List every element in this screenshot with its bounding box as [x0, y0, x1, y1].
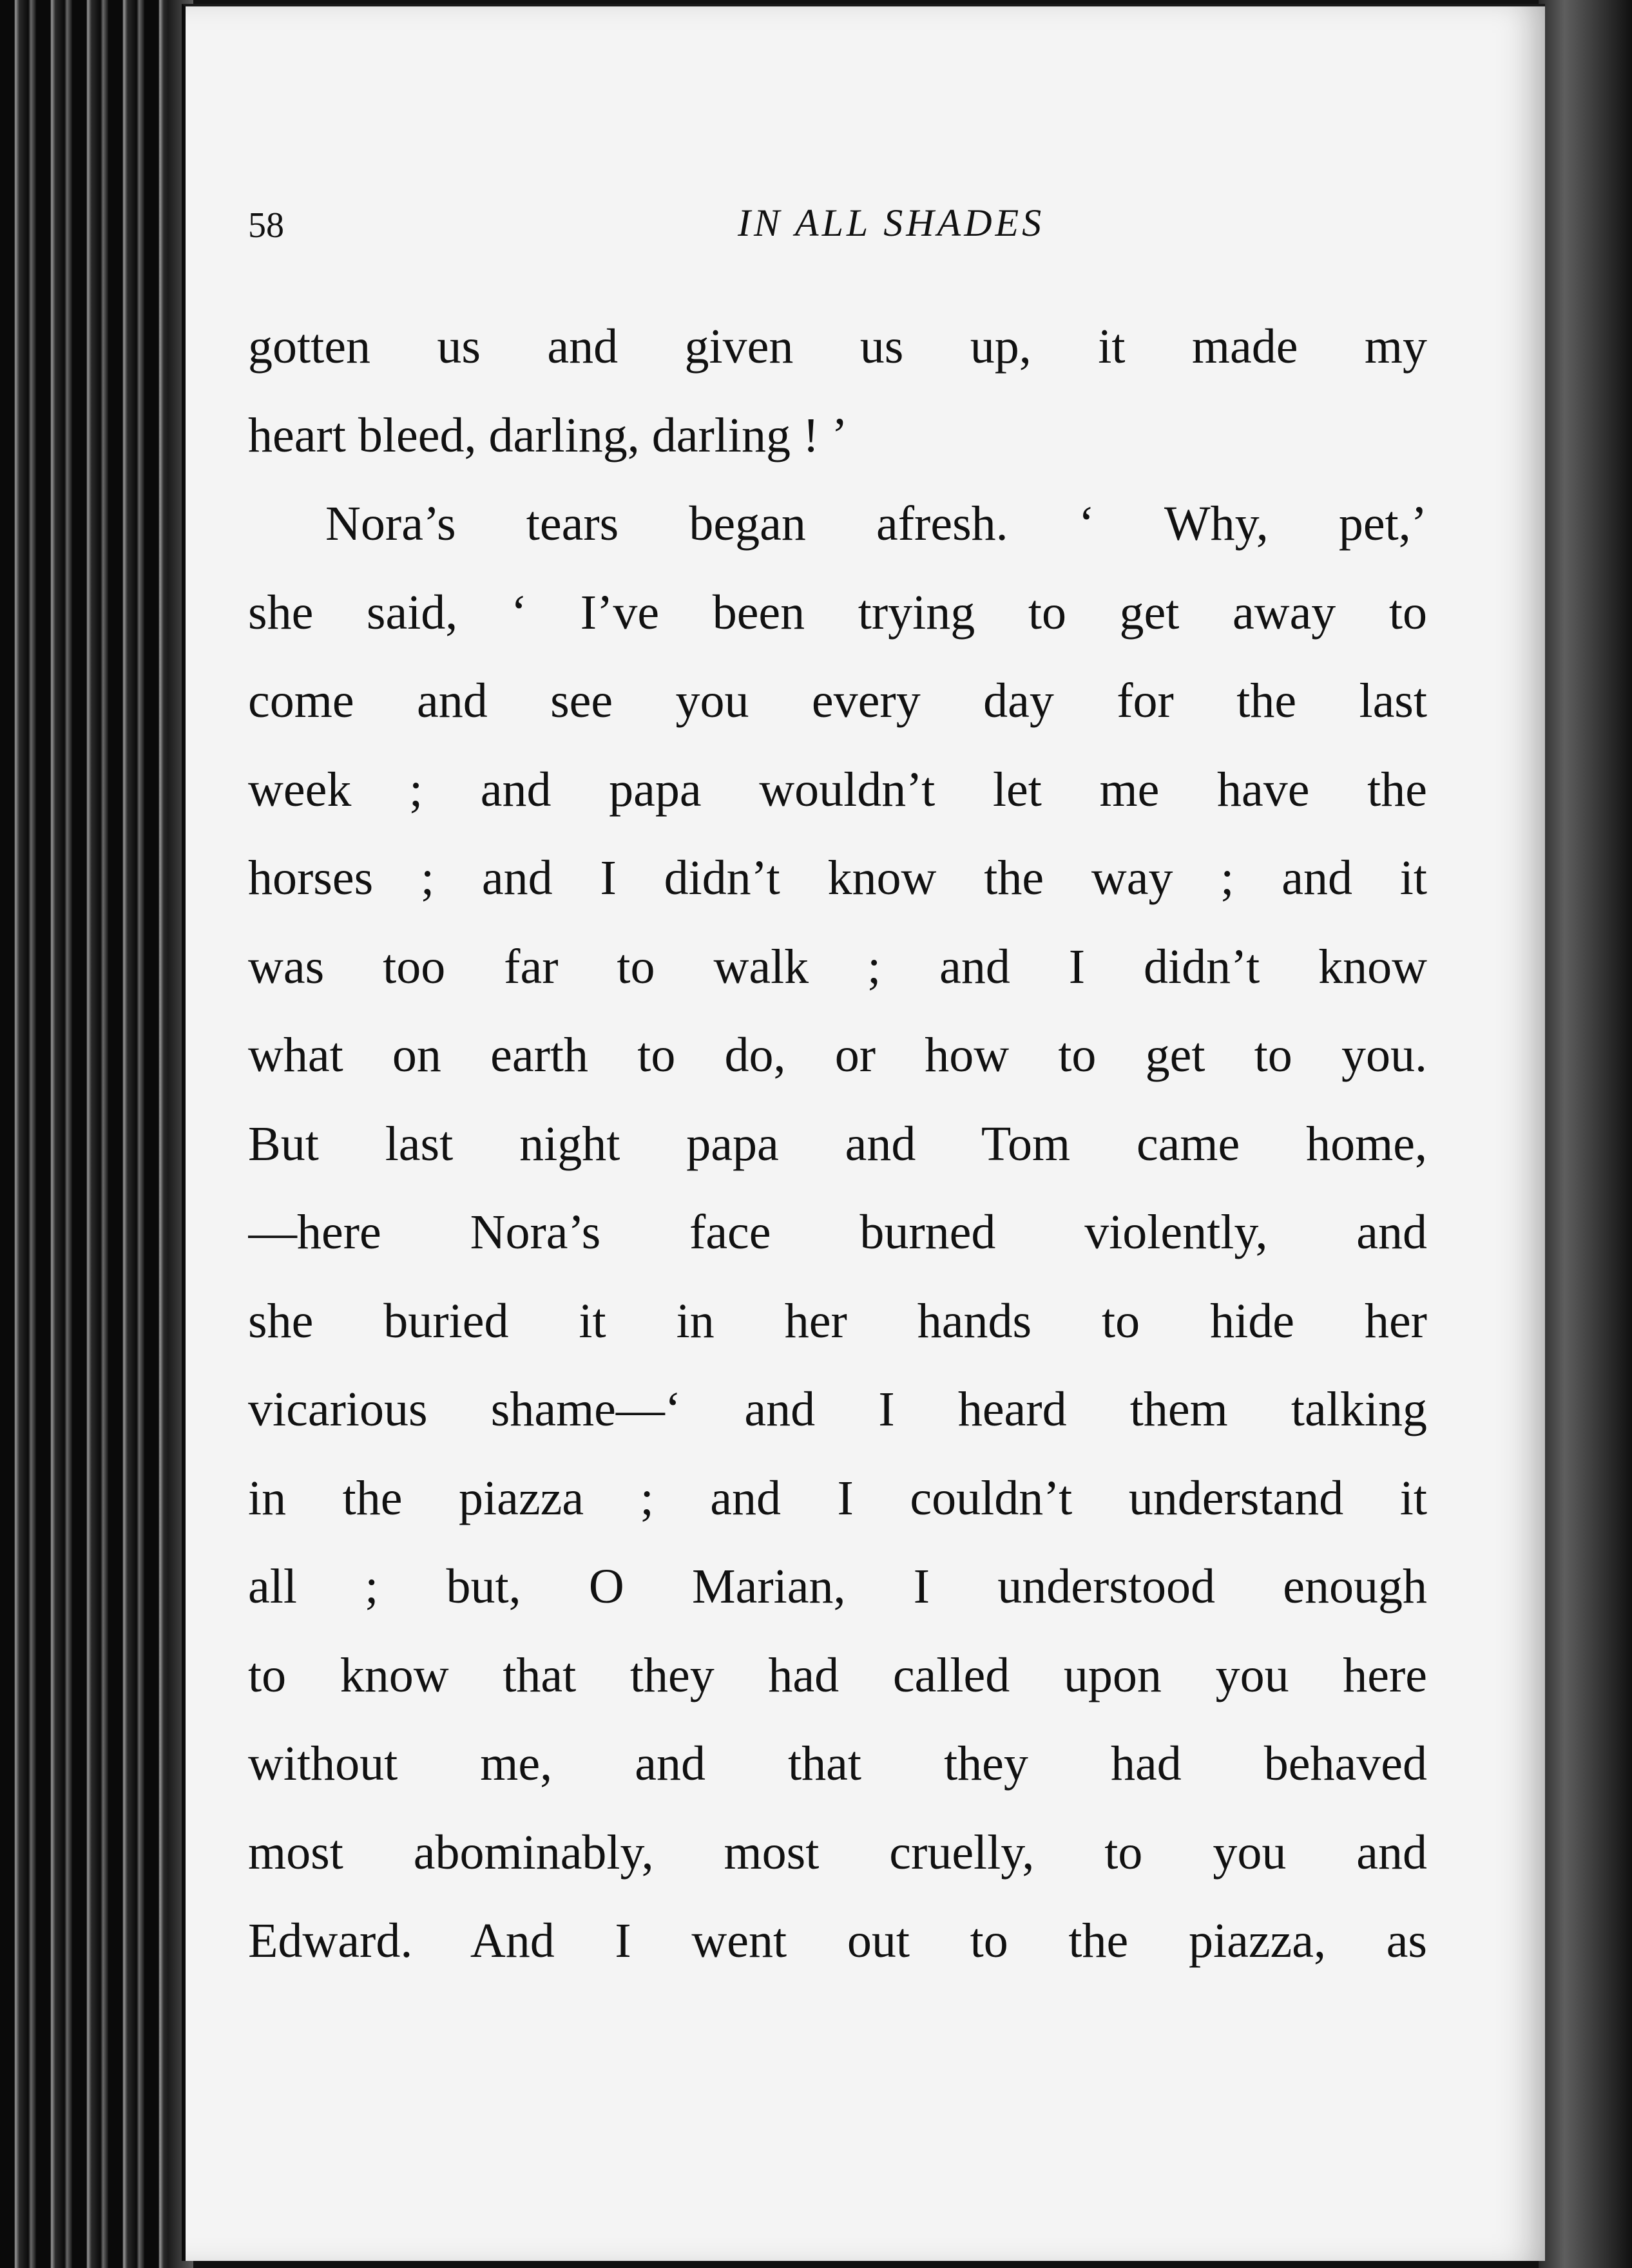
text-line: horses ; and I didn’t know the way ; and it [248, 851, 1427, 905]
book-page-edges [0, 0, 193, 2268]
text-line: she said, ‘ I’ve been trying to get away to [248, 585, 1427, 640]
text-line: gotten us and given us up, it made my [248, 319, 1427, 374]
book-binding-edge [1539, 0, 1632, 2268]
text-line: come and see you every day for the last [248, 674, 1427, 728]
text-line: most abominably, most cruelly, to you and [248, 1825, 1427, 1880]
text-line: But last night papa and Tom came home, [248, 1116, 1427, 1171]
text-line: what on earth to do, or how to get to you. [248, 1028, 1427, 1082]
text-line: without me, and that they had behaved [248, 1737, 1427, 1791]
body-text [248, 303, 1427, 1986]
text-line: in the piazza ; and I couldn’t understand it [248, 1471, 1427, 1525]
text-line: Edward. And I went out to the piazza, as [248, 1914, 1427, 1968]
text-line: all ; but, O Marian, I understood enough [248, 1559, 1427, 1614]
text-line: vicarious shame—‘ and I heard them talking [248, 1382, 1427, 1436]
text-line: was too far to walk ; and I didn’t know [248, 939, 1427, 994]
page-number: 58 [248, 205, 284, 245]
text-line: week ; and papa wouldn’t let me have the [248, 762, 1427, 817]
text-line: to know that they had called upon you here [248, 1648, 1427, 1702]
text-line: she buried it in her hands to hide her [248, 1293, 1427, 1348]
running-head: IN ALL SHADES [738, 202, 1045, 244]
text-line: —here Nora’s face burned violently, and [248, 1205, 1427, 1259]
text-line: Nora’s tears began afresh. ‘ Why, pet,’ [325, 497, 1427, 551]
text-line: heart bleed, darling, darling ! ’ [248, 408, 848, 462]
